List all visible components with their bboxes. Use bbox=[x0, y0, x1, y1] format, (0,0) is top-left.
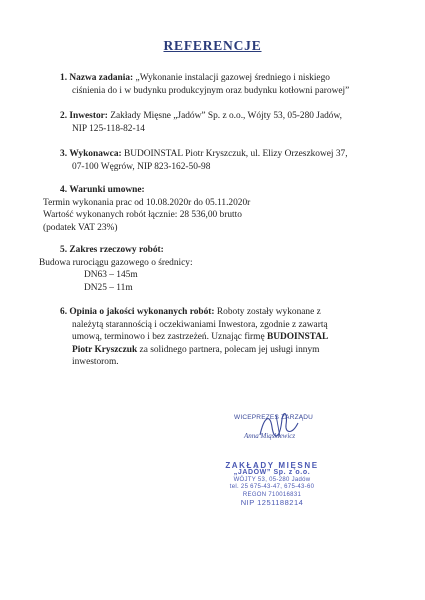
opinion-line3: umową, terminowo i bez zastrzeżeń. Uznając firmę bbox=[72, 332, 265, 342]
section-label: Nazwa zadania: bbox=[69, 73, 134, 83]
signatory-role: WICEPREZES ZARZĄDU bbox=[234, 414, 314, 421]
section-number: 6. bbox=[60, 307, 68, 317]
section-scope bbox=[39, 244, 405, 294]
stamp-phone: tel. 25 675-43-47, 675-43-60 bbox=[229, 484, 315, 491]
opinion-company-name: BUDOINSTAL bbox=[266, 332, 329, 342]
section-investor bbox=[60, 110, 405, 135]
stamp-line1: ZAKŁADY MIĘSNE bbox=[225, 461, 319, 470]
contract-vat: (podatek VAT 23%) bbox=[43, 222, 118, 233]
stamp-regon: REGON 710016831 bbox=[242, 491, 302, 498]
signatory-name: Anna Miąskiewicz bbox=[244, 432, 296, 440]
task-name-line2: ciśnienia do i w budynku produkcyjnym oraz budynku kotłowni parowej” bbox=[72, 85, 350, 96]
scope-item-dn63: DN63 – 145m bbox=[84, 270, 138, 280]
investor-nip: NIP 125-118-82-14 bbox=[72, 123, 145, 134]
section-label: Opinia o jakości wykonanych robót: bbox=[69, 307, 215, 317]
contractor-line1: BUDOINSTAL Piotr Kryszczuk, ul. Elizy Orzeszkowej 37, bbox=[123, 149, 348, 159]
section-number: 1. bbox=[60, 73, 68, 83]
section-quality-opinion bbox=[60, 306, 390, 369]
task-name-line1: „Wykonanie instalacji gazowej średniego i niskiego bbox=[135, 73, 330, 83]
section-number: 4. bbox=[60, 185, 68, 195]
opinion-line4: za solidnego partnera, polecam jej usługi innym bbox=[139, 344, 320, 355]
section-contractor bbox=[60, 148, 405, 173]
stamp-address: WÓJTY 53, 05-280 Jadów bbox=[233, 476, 311, 483]
contract-value: Wartość wykonanych robót łącznie: 28 536,00 brutto bbox=[43, 210, 242, 220]
scope-item-dn25: DN25 – 11m bbox=[84, 282, 133, 293]
section-label: Wykonawca: bbox=[69, 149, 122, 159]
investor-line1: Zakłady Mięsne „Jadów” Sp. z o.o., Wójty 53, 05-280 Jadów, bbox=[110, 111, 342, 121]
section-number: 2. bbox=[60, 111, 68, 121]
stamp-line2: „JADÓW” Sp. z o.o. bbox=[233, 469, 311, 477]
opinion-line1: Roboty zostały wykonane z bbox=[216, 307, 321, 317]
scope-description: Budowa rurociągu gazowego o średnicy: bbox=[39, 257, 193, 268]
opinion-owner-name: Piotr Kryszczuk bbox=[72, 344, 138, 355]
section-label: Inwestor: bbox=[69, 111, 108, 121]
section-label: Zakres rzeczowy robót: bbox=[69, 245, 164, 255]
document-title: REFERENCJE bbox=[163, 38, 262, 53]
section-task-name bbox=[60, 72, 405, 97]
section-number: 5. bbox=[60, 245, 68, 255]
contractor-line2: 07-100 Węgrów, NIP 823-162-50-98 bbox=[72, 161, 211, 172]
contract-term-dates: Termin wykonania prac od 10.08.2020r do 05.11.2020r bbox=[43, 197, 251, 208]
company-stamp bbox=[212, 462, 332, 506]
section-label: Warunki umowne: bbox=[69, 185, 145, 195]
opinion-line2: należytą starannością i oczekiwaniami Inwestora, zgodnie z zawartą bbox=[72, 319, 328, 330]
opinion-line5: inwestorom. bbox=[72, 357, 119, 367]
section-number: 3. bbox=[60, 149, 68, 159]
section-contract-terms bbox=[43, 184, 395, 234]
stamp-nip: NIP 1251188214 bbox=[240, 498, 304, 508]
